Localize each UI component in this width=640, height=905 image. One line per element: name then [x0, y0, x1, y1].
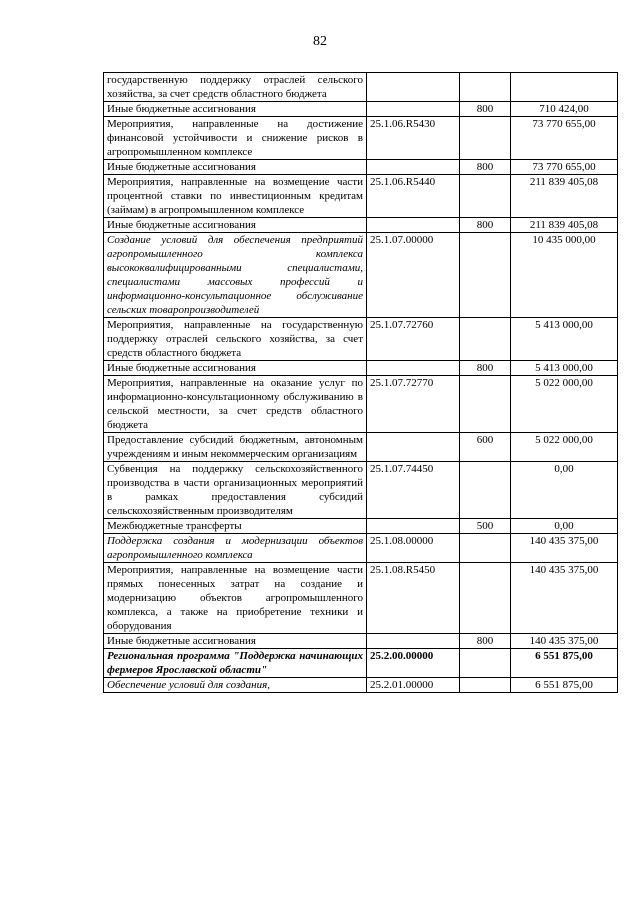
cell-expense-type: [460, 649, 511, 678]
table-row: [104, 376, 618, 433]
cell-expense-type: 800: [460, 361, 511, 376]
cell-code: 25.1.07.74450: [367, 462, 460, 519]
cell-expense-type: [460, 175, 511, 218]
cell-expense-type: [460, 117, 511, 160]
cell-name: Субвенция на поддержку сельскохозяйственного производства в части организационных мероприятий в рамках предоставления субсидий сельскохозяйственным производителям: [104, 462, 367, 519]
cell-sum: 0,00: [511, 462, 618, 519]
cell-code: 25.1.07.72770: [367, 376, 460, 433]
cell-name: Предоставление субсидий бюджетным, автономным учреждениям и иным некоммерческим организациям: [104, 433, 367, 462]
cell-sum: 140 435 375,00: [511, 563, 618, 634]
cell-name: Мероприятия, направленные на достижение финансовой устойчивости и снижение рисков в агропромышленном комплексе: [104, 117, 367, 160]
cell-sum: 6 551 875,00: [511, 649, 618, 678]
table-row: [104, 534, 618, 563]
cell-name: Мероприятия, направленные на возмещение части прямых понесенных затрат на создание и модернизацию объектов агропромышленного комплекса, а также на приобретение техники и оборудования: [104, 563, 367, 634]
cell-name: государственную поддержку отраслей сельского хозяйства, за счет средств областного бюджета: [104, 73, 367, 102]
cell-code: [367, 634, 460, 649]
cell-expense-type: [460, 318, 511, 361]
table-row: [104, 519, 618, 534]
cell-code: 25.2.00.00000: [367, 649, 460, 678]
table-row: [104, 73, 618, 102]
cell-sum: 0,00: [511, 519, 618, 534]
cell-code: [367, 361, 460, 376]
cell-code: [367, 218, 460, 233]
cell-code: 25.1.06.R5440: [367, 175, 460, 218]
cell-code: 25.1.08.00000: [367, 534, 460, 563]
cell-name: Иные бюджетные ассигнования: [104, 361, 367, 376]
cell-sum: 710 424,00: [511, 102, 618, 117]
table-row: [104, 563, 618, 634]
cell-expense-type: 500: [460, 519, 511, 534]
cell-sum: 5 022 000,00: [511, 376, 618, 433]
table-row: [104, 678, 618, 693]
cell-expense-type: 600: [460, 433, 511, 462]
cell-code: [367, 102, 460, 117]
cell-name: Региональная программа "Поддержка начинающих фермеров Ярославской области": [104, 649, 367, 678]
cell-code: 25.1.08.R5450: [367, 563, 460, 634]
cell-code: 25.1.07.00000: [367, 233, 460, 318]
cell-code: 25.2.01.00000: [367, 678, 460, 693]
cell-name: Межбюджетные трансферты: [104, 519, 367, 534]
cell-sum: 5 413 000,00: [511, 361, 618, 376]
cell-name: Иные бюджетные ассигнования: [104, 218, 367, 233]
cell-expense-type: 800: [460, 634, 511, 649]
budget-table-body: [104, 73, 618, 693]
cell-name: Иные бюджетные ассигнования: [104, 102, 367, 117]
cell-sum: 10 435 000,00: [511, 233, 618, 318]
table-row: [104, 462, 618, 519]
page-number: 82: [313, 34, 327, 49]
cell-expense-type: [460, 73, 511, 102]
cell-expense-type: [460, 563, 511, 634]
table-row: [104, 160, 618, 175]
cell-expense-type: 800: [460, 160, 511, 175]
cell-name: Мероприятия, направленные на государственную поддержку отраслей сельского хозяйства, за счет средств областного бюджета: [104, 318, 367, 361]
table-row: [104, 117, 618, 160]
cell-code: [367, 73, 460, 102]
table-row: [104, 318, 618, 361]
cell-name: Иные бюджетные ассигнования: [104, 160, 367, 175]
table-row: [104, 218, 618, 233]
cell-sum: 211 839 405,08: [511, 175, 618, 218]
cell-code: 25.1.07.72760: [367, 318, 460, 361]
cell-code: 25.1.06.R5430: [367, 117, 460, 160]
cell-expense-type: 800: [460, 218, 511, 233]
cell-expense-type: [460, 233, 511, 318]
cell-expense-type: 800: [460, 102, 511, 117]
cell-name: Создание условий для обеспечения предприятий агропромышленного комплекса высококвалифицированными специалистами, специалистами массовых профессий и информационно-консультационное обслуживание сельских товаропроизводителей: [104, 233, 367, 318]
cell-code: [367, 519, 460, 534]
cell-expense-type: [460, 376, 511, 433]
cell-expense-type: [460, 462, 511, 519]
cell-sum: 5 413 000,00: [511, 318, 618, 361]
table-row: [104, 634, 618, 649]
cell-sum: 5 022 000,00: [511, 433, 618, 462]
budget-table: [103, 72, 618, 693]
table-row: [104, 433, 618, 462]
cell-sum: 73 770 655,00: [511, 117, 618, 160]
cell-sum: [511, 73, 618, 102]
cell-code: [367, 433, 460, 462]
cell-expense-type: [460, 534, 511, 563]
table-row: [104, 361, 618, 376]
table-row: [104, 649, 618, 678]
cell-name: Иные бюджетные ассигнования: [104, 634, 367, 649]
cell-sum: 73 770 655,00: [511, 160, 618, 175]
cell-sum: 211 839 405,08: [511, 218, 618, 233]
cell-sum: 6 551 875,00: [511, 678, 618, 693]
table-row: [104, 233, 618, 318]
cell-name: Мероприятия, направленные на возмещение части процентной ставки по инвестиционным кредитам (займам) в агропромышленном комплексе: [104, 175, 367, 218]
cell-sum: 140 435 375,00: [511, 534, 618, 563]
cell-code: [367, 160, 460, 175]
cell-name: Обеспечение условий для создания,: [104, 678, 367, 693]
cell-name: Мероприятия, направленные на оказание услуг по информационно-консультационному обслуживанию в сельской местности, за счет средств областного бюджета: [104, 376, 367, 433]
table-row: [104, 102, 618, 117]
cell-expense-type: [460, 678, 511, 693]
cell-sum: 140 435 375,00: [511, 634, 618, 649]
cell-name: Поддержка создания и модернизации объектов агропромышленного комплекса: [104, 534, 367, 563]
table-row: [104, 175, 618, 218]
